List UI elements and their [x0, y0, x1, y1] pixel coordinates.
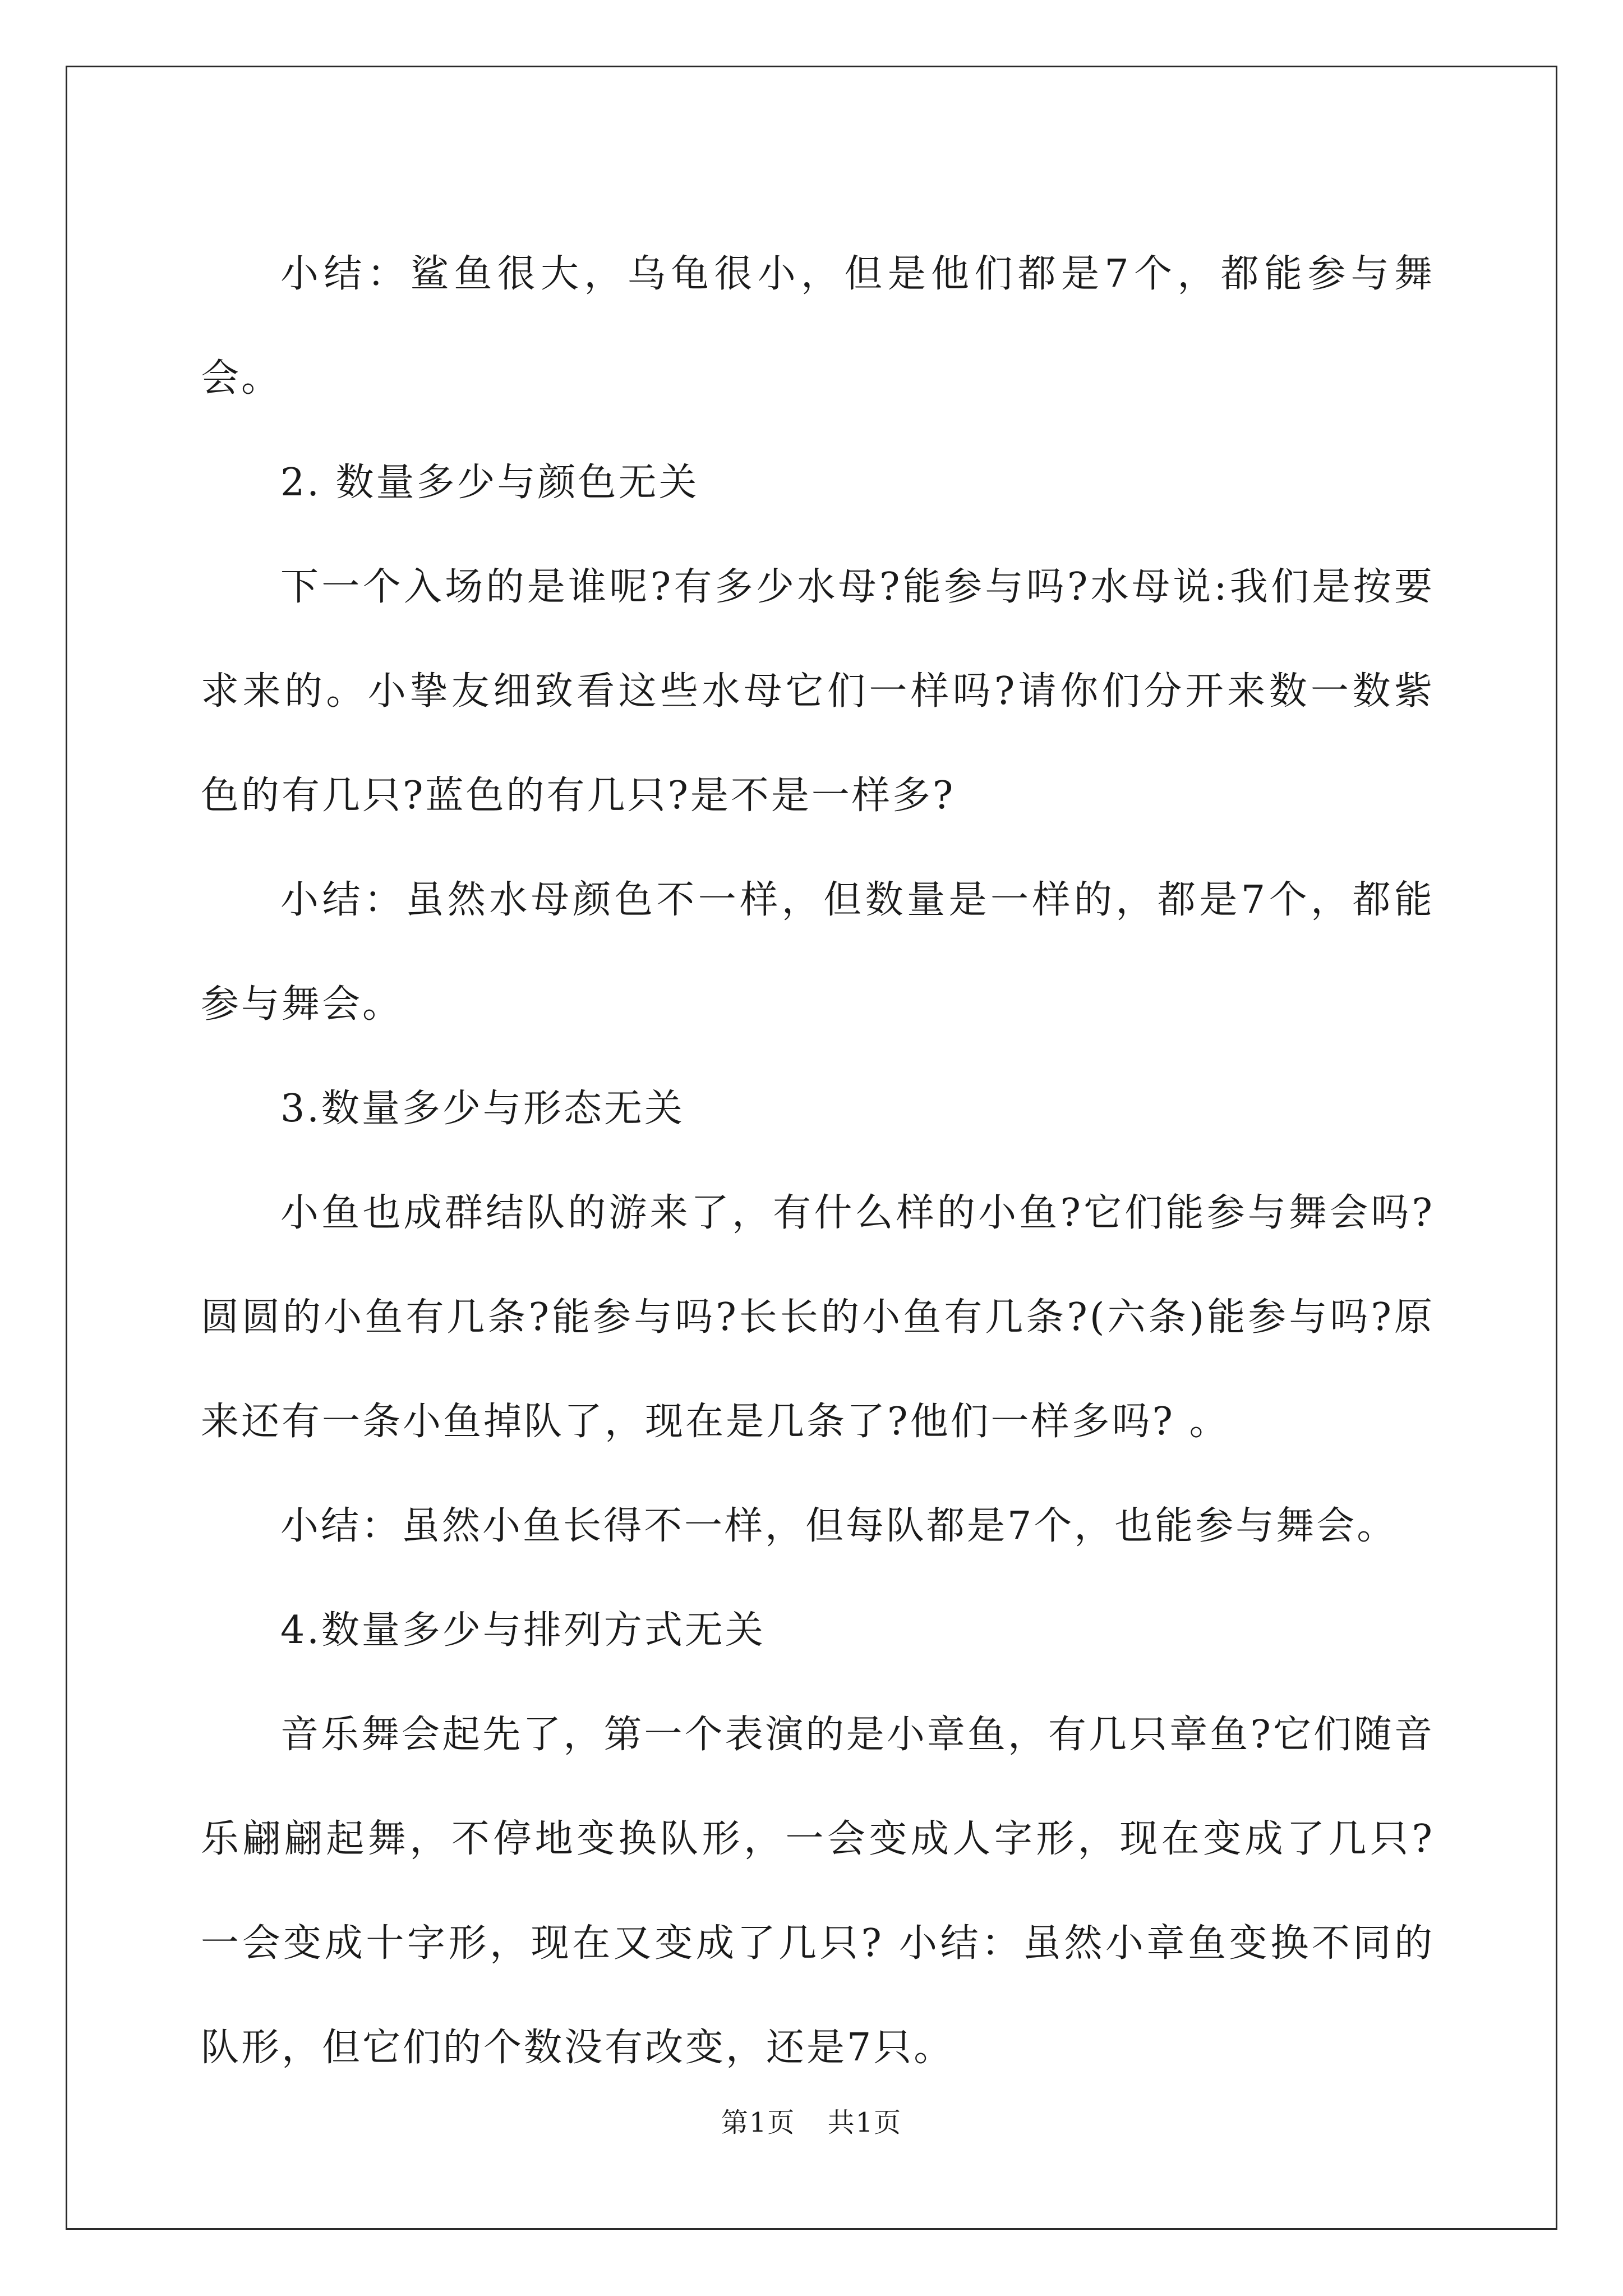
heading-arrangement-independence: 4.数量多少与排列方式无关	[280, 1608, 766, 1653]
paragraph-summary-jellyfish: 小结：虽然水母颜色不一样，但数量是一样的，都是7个，都能参与舞会。	[201, 878, 1435, 1027]
heading-shape-independence: 3.数量多少与形态无关	[280, 1087, 685, 1131]
paragraph-jellyfish: 下一个入场的是谁呢?有多少水母?能参与吗?水母说:我们是按要求来的。小挚友细致看这些水母它们一样吗?请你们分开来数一数紫色的有几只?蓝色的有几只?是不是一样多?	[201, 565, 1435, 818]
document-body	[201, 222, 1435, 2100]
paragraph-summary-sharks: 小结：鲨鱼很大，乌龟很小，但是他们都是7个，都能参与舞会。	[201, 252, 1435, 401]
paragraph-small-fish: 小鱼也成群结队的游来了，有什么样的小鱼?它们能参与舞会吗?圆圆的小鱼有几条?能参与吗?长长的小鱼有几条?(六条)能参与吗?原来还有一条小鱼掉队了，现在是几条了?他们一样多吗? 。	[201, 1191, 1435, 1444]
page-number-total: 共1页	[827, 2107, 902, 2138]
paragraph-summary-fish: 小结：虽然小鱼长得不一样，但每队都是7个，也能参与舞会。	[280, 1504, 1398, 1548]
paragraph-octopus: 音乐舞会起先了，第一个表演的是小章鱼，有几只章鱼?它们随音乐翩翩起舞，不停地变换队形，一会变成人字形，现在变成了几只?一会变成十字形，现在又变成了几只? 小结：虽然小章鱼变换不同的队形，但它们的个数没有改变，还是7只。	[201, 1713, 1435, 2070]
page-number-current: 第1页	[721, 2107, 796, 2138]
page-footer	[0, 2101, 1623, 2139]
heading-color-independence: 2. 数量多少与颜色无关	[280, 461, 699, 505]
